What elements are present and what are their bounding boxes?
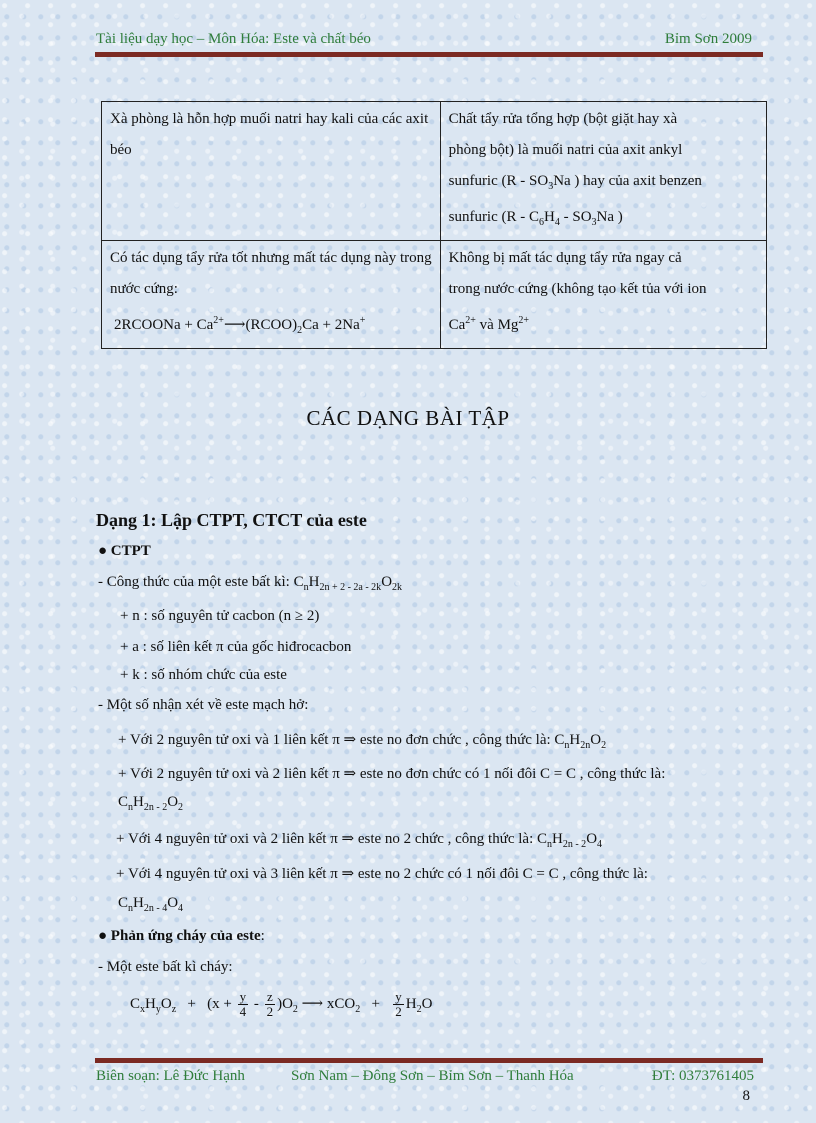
- remark-2-formula: $C_nH_{2n - 2}O_2$: [118, 794, 184, 813]
- ctpt-label: ● CTPT: [98, 543, 151, 559]
- note-n: + n : số nguyên tử cacbon (n ≥ 2): [120, 608, 320, 624]
- table-row: [102, 102, 767, 241]
- table-cell-soap-composition: [102, 102, 441, 241]
- exercise-type-heading: Dạng 1: Lập CTPT, CTCT của este: [96, 510, 367, 530]
- note-k: + k : số nhóm chức của este: [120, 667, 287, 683]
- header-divider: [95, 52, 763, 57]
- note-a: + a : số liên kết π của gốc hiđrocacbon: [120, 639, 352, 655]
- cell-text: Xà phòng là hỗn hợp muối natri hay kali của các axit: [110, 111, 429, 127]
- combustion-label: ● Phản ứng cháy của este:: [98, 928, 265, 944]
- footer-divider: [95, 1058, 763, 1063]
- cell-text: Không bị mất tác dụng tẩy rửa ngay cả: [448, 250, 682, 266]
- combustion-intro: - Một este bất kì cháy:: [98, 959, 233, 975]
- remark-1: + Với 2 nguyên tử oxi và 1 liên kết π ⇒ este no đơn chức , công thức là: $C_nH_{2n}O_2$: [118, 732, 607, 751]
- fraction-z-over-2: $\frac{z}{2}$: [266, 989, 274, 1019]
- remark-4: + Với 4 nguyên tử oxi và 3 liên kết π ⇒ este no 2 chức có 1 nối đôi C = C , công thức là:: [116, 866, 648, 882]
- cell-text: nước cứng:: [110, 281, 178, 297]
- remark-3: + Với 4 nguyên tử oxi và 2 liên kết π ⇒ este no 2 chức , công thức là: $C_nH_{2n - 2}O_4$: [116, 831, 603, 850]
- cell-formula-line: sunfuric ($R - SO_3Na$ ) hay của axit benzen: [448, 173, 702, 192]
- cell-text: phòng bột) là muối natri của axit ankyl: [448, 142, 683, 158]
- fraction-y-over-4: $\frac{y}{4}$: [239, 989, 247, 1019]
- remarks-intro: - Một số nhận xét về este mạch hở:: [98, 697, 309, 713]
- cell-text: béo: [110, 142, 132, 158]
- table-row: [102, 241, 767, 349]
- cell-ions-line: $Ca^{2+}$ và $Mg^{2+}$: [448, 315, 530, 333]
- header-location-year: Bỉm Sơn 2009: [664, 31, 752, 47]
- table-cell-soap-hard-water: [102, 241, 441, 349]
- soap-reaction-equation: 2RCOONa + $Ca^{2+}⟶(RCOO)_2Ca + 2Na^+$: [114, 315, 366, 336]
- combustion-equation: $C_xH_yO_z + (x$ + $\frac{y}{4}$ - $\frac{z}{2}$ )$O_2$ ⟶ xCO$_2$ + $\frac{y}{2}$ $H_2O$: [130, 989, 433, 1019]
- table-cell-detergent-composition: [440, 102, 766, 241]
- cell-text: Chất tẩy rửa tổng hợp (bột giặt hay xà: [448, 111, 678, 127]
- fraction-y-over-2: $\frac{y}{2}$: [395, 989, 402, 1019]
- cell-formula-line: sunfuric ($R - C_6H_4 - SO_3Na$ ): [448, 209, 623, 228]
- footer-phone: ĐT: 0373761405: [651, 1068, 754, 1084]
- section-title: CÁC DẠNG BÀI TẬP: [306, 406, 510, 430]
- comparison-table: [101, 101, 767, 349]
- footer-author: Biên soạn: Lê Đức Hạnh: [96, 1068, 245, 1084]
- header-title: Tài liệu dạy học – Môn Hóa: Este và chất béo: [96, 31, 371, 47]
- cell-text: Có tác dụng tẩy rửa tốt nhưng mất tác dụng này trong: [110, 250, 432, 266]
- page-number: 8: [742, 1088, 750, 1104]
- general-formula-line: - Công thức của một este bất kì: $C_nH_{2n + 2 - 2a - 2k}O_{2k}$: [98, 574, 403, 593]
- remark-2: + Với 2 nguyên tử oxi và 2 liên kết π ⇒ este no đơn chức có 1 nối đôi C = C , công thức là:: [118, 766, 666, 782]
- table-cell-detergent-hard-water: [440, 241, 766, 349]
- remark-4-formula: $C_nH_{2n - 4}O_4$: [118, 895, 184, 914]
- cell-text: trong nước cứng (không tạo kết tủa với ion: [448, 281, 707, 297]
- footer-address: Sơn Nam – Đông Sơn – Bỉm Sơn – Thanh Hóa: [291, 1068, 574, 1084]
